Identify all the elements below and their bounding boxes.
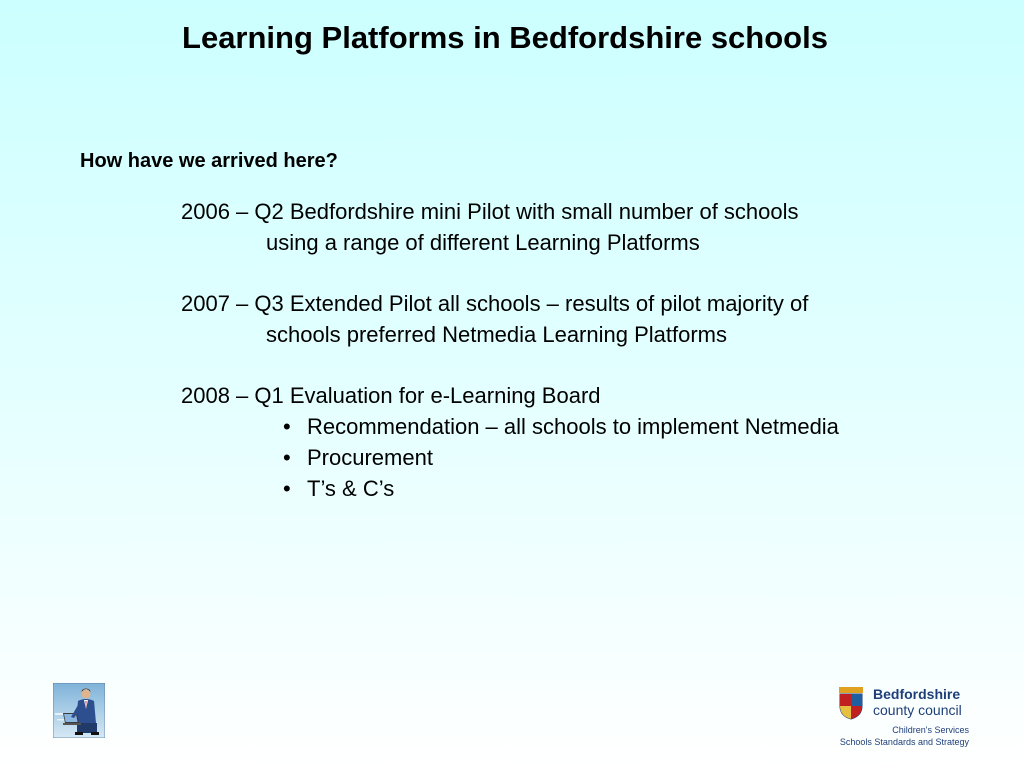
- bullet-text: Recommendation – all schools to implement Netmedia: [307, 414, 839, 439]
- bullet-list: [181, 411, 981, 504]
- bullet-item: [283, 411, 981, 442]
- council-name-line1: Bedfordshire: [873, 686, 961, 702]
- department-text: [840, 724, 969, 748]
- entry-line: 2007 – Q3 Extended Pilot all schools – results of pilot majority of: [181, 291, 809, 316]
- department-line2: Schools Standards and Strategy: [839, 737, 969, 747]
- entry-continuation: schools preferred Netmedia Learning Platforms: [266, 322, 728, 347]
- council-logo: [838, 686, 973, 750]
- entry-line: 2008 – Q1 Evaluation for e-Learning Board: [181, 383, 601, 408]
- council-crest-icon: [838, 686, 864, 720]
- department-line1: Children's Services: [892, 725, 969, 735]
- bullet-item: [283, 473, 981, 504]
- timeline-entry-2006: [181, 196, 981, 258]
- council-name-line2: county council: [873, 702, 962, 718]
- bullet-icon: •: [283, 476, 291, 501]
- timeline-entry-2007: [181, 288, 981, 350]
- bullet-icon: •: [283, 445, 291, 470]
- bullet-text: T’s & C’s: [307, 476, 395, 501]
- entry-continuation: using a range of different Learning Platforms: [266, 230, 700, 255]
- timeline: [181, 196, 981, 534]
- section-heading: How have we arrived here?: [80, 150, 338, 172]
- slide-title: Learning Platforms in Bedfordshire schools: [182, 20, 828, 55]
- bullet-icon: •: [283, 414, 291, 439]
- bullet-item: [283, 442, 981, 473]
- businessman-laptop-icon: [53, 683, 105, 738]
- timeline-entry-2008: [181, 380, 981, 504]
- bullet-text: Procurement: [307, 445, 433, 470]
- council-name: [873, 686, 962, 718]
- entry-line: 2006 – Q2 Bedfordshire mini Pilot with small number of schools: [181, 199, 799, 224]
